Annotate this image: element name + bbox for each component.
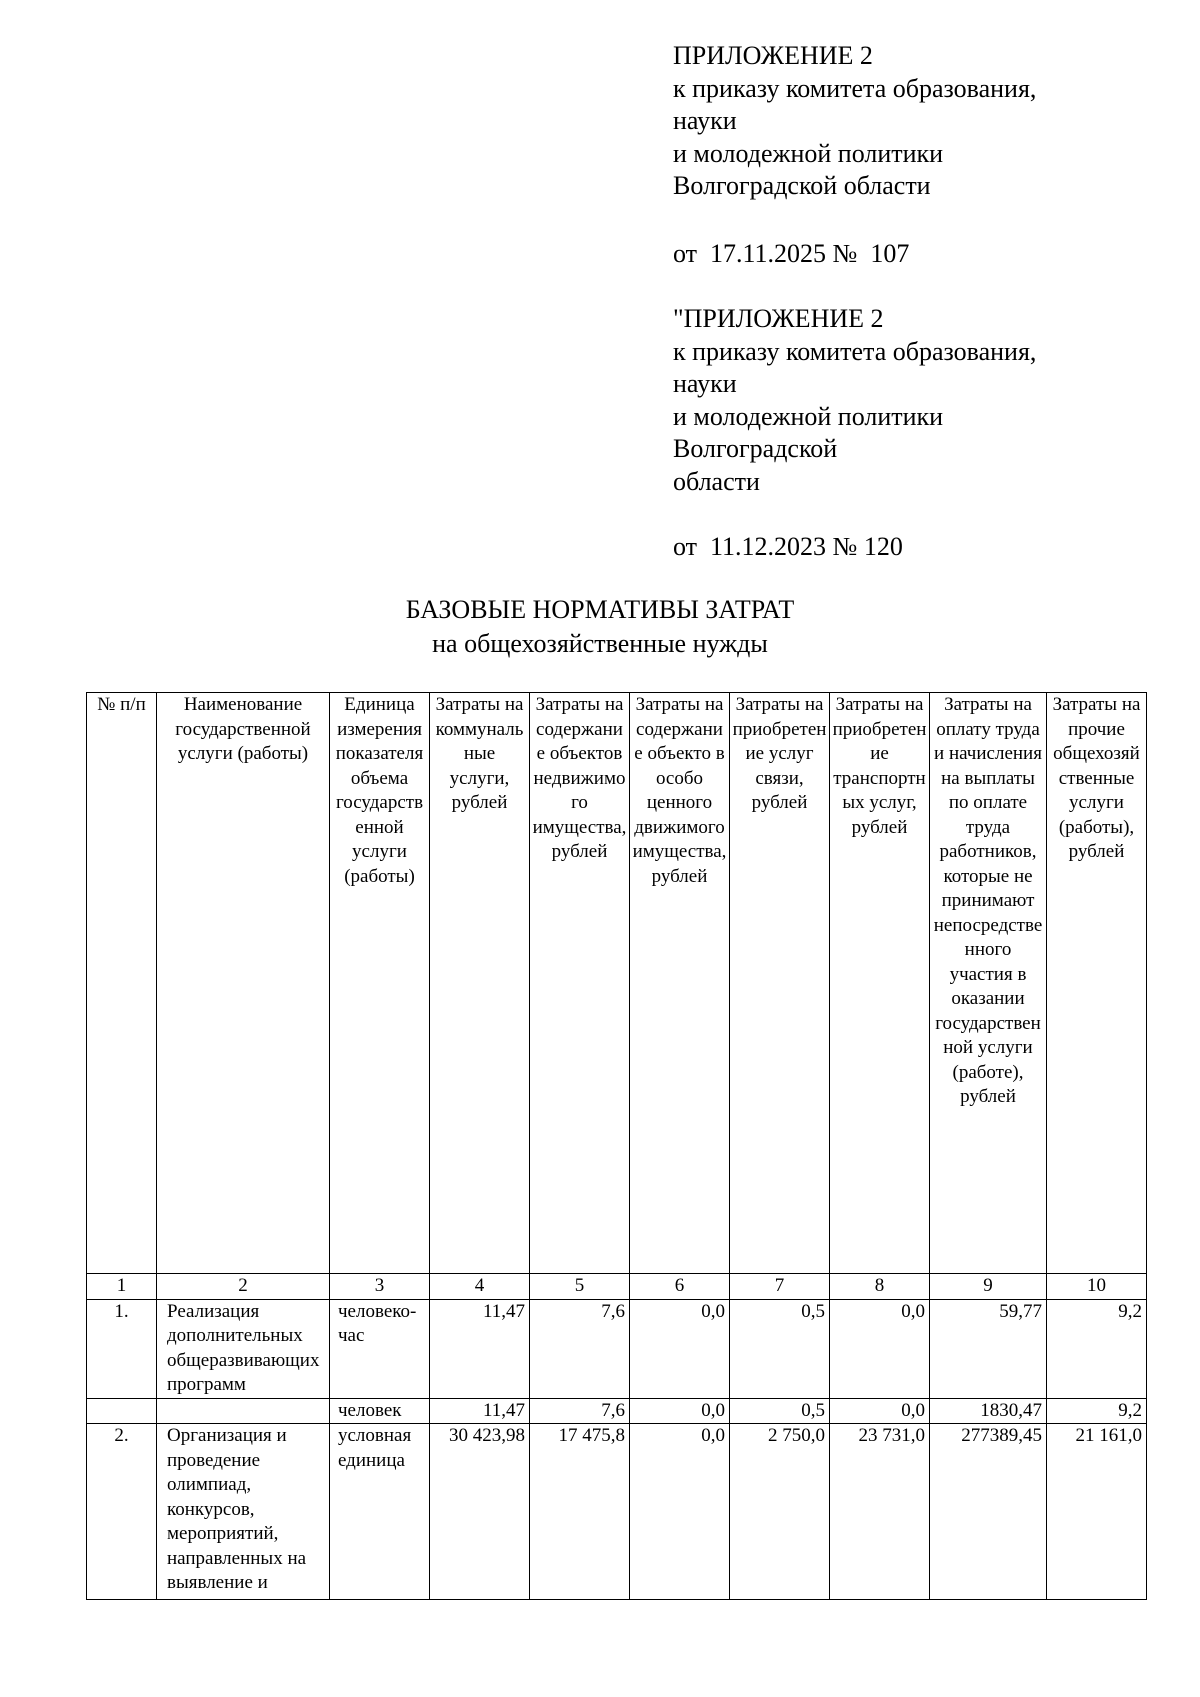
utilities-cost: 11,47 (430, 1299, 530, 1398)
other-cost: 21 161,0 (1047, 1424, 1147, 1600)
column-header: Единица измерения показателя объема государственной услуги (работы) (330, 693, 430, 1274)
column-header: Затраты на коммунальные услуги, рублей (430, 693, 530, 1274)
document-subtitle: на общехозяйственные нужды (432, 629, 768, 658)
row-number (87, 1398, 157, 1424)
column-header: Затраты на прочие общехозяйственные услуги (работы), рублей (1047, 693, 1147, 1274)
column-number: 8 (830, 1274, 930, 1300)
row-number: 1. (87, 1299, 157, 1398)
real-estate-cost: 7,6 (530, 1299, 630, 1398)
unit-of-measure: человек (330, 1398, 430, 1424)
row-number: 2. (87, 1424, 157, 1600)
column-number: 4 (430, 1274, 530, 1300)
other-cost: 9,2 (1047, 1299, 1147, 1398)
column-number-row (87, 1274, 1147, 1300)
column-number: 9 (930, 1274, 1047, 1300)
cost-norms-table (86, 692, 1147, 1600)
column-number: 3 (330, 1274, 430, 1300)
movable-property-cost: 0,0 (630, 1424, 730, 1600)
table-header-row (87, 693, 1147, 1274)
movable-property-cost: 0,0 (630, 1398, 730, 1424)
column-header: № п/п (87, 693, 157, 1274)
service-name (157, 1398, 330, 1424)
column-header: Затраты на приобретение услуг связи, рублей (730, 693, 830, 1274)
labor-cost: 59,77 (930, 1299, 1047, 1398)
header-line: Волгоградской области (673, 171, 931, 201)
table-row (87, 1398, 1147, 1424)
communication-cost: 0,5 (730, 1299, 830, 1398)
service-name: Организация и проведение олимпиад, конкурсов, мероприятий, направленных на выявление и (157, 1424, 330, 1600)
column-number: 5 (530, 1274, 630, 1300)
real-estate-cost: 7,6 (530, 1398, 630, 1424)
column-header: Затраты на оплату труда и начисления на выплаты по оплате труда работников, которые не принимают непосредственного участия в оказании государственной услуги (работе), рублей (930, 693, 1047, 1274)
utilities-cost: 11,47 (430, 1398, 530, 1424)
header-line: науки (673, 369, 737, 399)
header-line: области (673, 466, 760, 496)
column-header: Наименование государственной услуги (работы) (157, 693, 330, 1274)
header-line: к приказу комитета образования, (673, 336, 1037, 366)
communication-cost: 0,5 (730, 1398, 830, 1424)
header-line: Волгоградской (673, 434, 838, 464)
movable-property-cost: 0,0 (630, 1299, 730, 1398)
unit-of-measure: условная единица (330, 1424, 430, 1600)
labor-cost: 1830,47 (930, 1398, 1047, 1424)
appendix-header-previous (673, 303, 1036, 499)
real-estate-cost: 17 475,8 (530, 1424, 630, 1600)
appendix-header-current (673, 40, 1036, 203)
column-number: 1 (87, 1274, 157, 1300)
column-number: 6 (630, 1274, 730, 1300)
column-header: Затраты на содержание объектов недвижимого имущества, рублей (530, 693, 630, 1274)
column-number: 2 (157, 1274, 330, 1300)
unit-of-measure: человеко-час (330, 1299, 430, 1398)
labor-cost: 277389,45 (930, 1424, 1047, 1600)
utilities-cost: 30 423,98 (430, 1424, 530, 1600)
communication-cost: 2 750,0 (730, 1424, 830, 1600)
column-header: Затраты на содержание объекто в особо ценного движимого имущества, рублей (630, 693, 730, 1274)
service-name: Реализация дополнительных общеразвивающих программ (157, 1299, 330, 1398)
column-number: 10 (1047, 1274, 1147, 1300)
header-line: науки (673, 106, 737, 136)
header-line: ПРИЛОЖЕНИЕ 2 (673, 41, 873, 70)
column-header: Затраты на приобретение транспортных услуг, рублей (830, 693, 930, 1274)
header-line: и молодежной политики (673, 138, 944, 168)
order-reference-current: от 17.11.2025 № 107 (673, 239, 910, 268)
order-reference-previous: от 11.12.2023 № 120 (673, 532, 903, 561)
table-row (87, 1299, 1147, 1398)
transport-cost: 23 731,0 (830, 1424, 930, 1600)
column-number: 7 (730, 1274, 830, 1300)
table-row (87, 1424, 1147, 1600)
document-title: БАЗОВЫЕ НОРМАТИВЫ ЗАТРАТ (405, 595, 795, 624)
header-line: "ПРИЛОЖЕНИЕ 2 (673, 304, 884, 333)
transport-cost: 0,0 (830, 1299, 930, 1398)
header-line: и молодежной политики (673, 401, 944, 431)
header-line: к приказу комитета образования, (673, 73, 1037, 103)
other-cost: 9,2 (1047, 1398, 1147, 1424)
transport-cost: 0,0 (830, 1398, 930, 1424)
